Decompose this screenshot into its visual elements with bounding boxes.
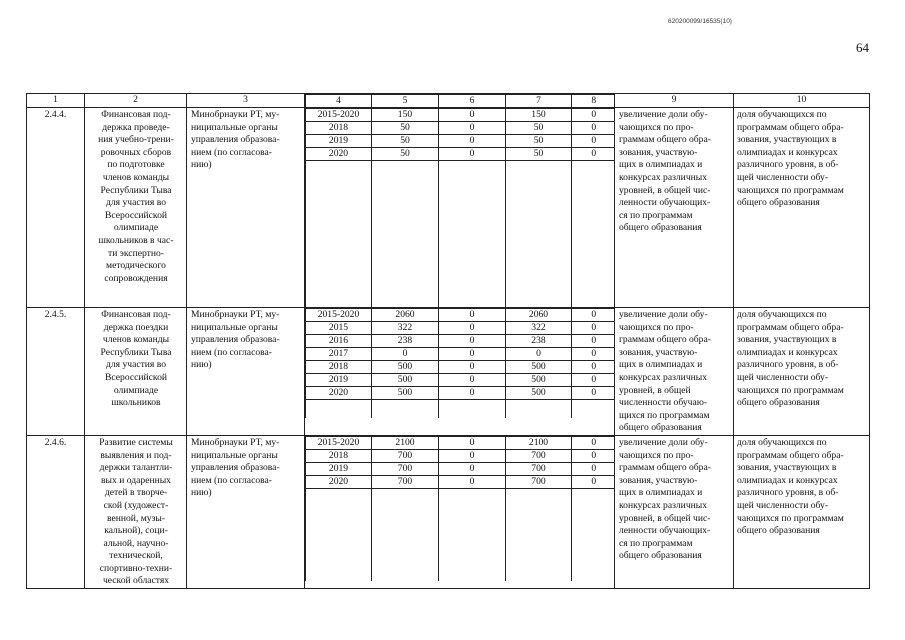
target-indicator: доля обучающихся по программам общего обра- зования, участвующих в олимпиадах и конкурсах различного уровня, в об- щей численности обу- чающихся по программам общего образования bbox=[734, 108, 870, 308]
funding-row bbox=[306, 309, 615, 322]
funding-cell: 2019 bbox=[306, 462, 372, 475]
column-number: 7 bbox=[506, 95, 572, 108]
funding-cell: 0 bbox=[439, 374, 506, 387]
funding-row bbox=[306, 475, 615, 488]
measure-code: 2.4.4. bbox=[27, 108, 85, 308]
funding-cell bbox=[439, 400, 506, 419]
funding-cell: 0 bbox=[506, 348, 572, 361]
funding-cell: 500 bbox=[506, 361, 572, 374]
measure-name: Финансовая под- держка поездки членов команды Республики Тыва для участия во Всероссийской олимпиаде школьников bbox=[85, 308, 187, 436]
funding-cell: 238 bbox=[372, 335, 439, 348]
funding-cell: 150 bbox=[506, 109, 572, 122]
funding-cell: 2018 bbox=[306, 122, 372, 135]
funding-cell: 0 bbox=[439, 462, 506, 475]
funding-row bbox=[306, 122, 615, 135]
funding-cell bbox=[306, 161, 372, 308]
funding-cell: 0 bbox=[572, 449, 615, 462]
funding-cell: 0 bbox=[572, 361, 615, 374]
funding-cell: 700 bbox=[372, 462, 439, 475]
measure-name: Развитие системы выявления и под- держки талантли- вых и одаренных детей в творче- ской (художест- венной, музы- кальной), соци- альной, научно- технической, спортивно-техни- ческой областях bbox=[85, 435, 187, 588]
funding-row bbox=[306, 109, 615, 122]
funding-cell bbox=[572, 400, 615, 419]
funding-cell: 50 bbox=[506, 122, 572, 135]
funding-row bbox=[306, 135, 615, 148]
funding-cell: 0 bbox=[572, 109, 615, 122]
table-row bbox=[27, 435, 870, 588]
funding-cell bbox=[372, 161, 439, 308]
funding-cell: 2015-2020 bbox=[306, 309, 372, 322]
funding-cell: 0 bbox=[439, 449, 506, 462]
funding-cell: 0 bbox=[439, 148, 506, 161]
funding-cell: 0 bbox=[572, 335, 615, 348]
target-indicator: доля обучающихся по программам общего обра- зования, участвующих в олимпиадах и конкурсах различного уровня, в об- щей численности обу- чающихся по программам общего образования bbox=[734, 308, 870, 436]
funding-cell: 0 bbox=[439, 436, 506, 449]
funding-cell: 2015-2020 bbox=[306, 109, 372, 122]
funding-cell: 2020 bbox=[306, 475, 372, 488]
funding-cell: 0 bbox=[439, 109, 506, 122]
funding-row bbox=[306, 148, 615, 161]
funding-cell: 0 bbox=[439, 335, 506, 348]
funding-row bbox=[306, 348, 615, 361]
funding-cell: 0 bbox=[572, 387, 615, 400]
expected-result: увеличение доли обу- чающихся по про- граммам общего обра- зования, участвую- щих в олимпиадах и конкурсах различных уровней, в общей численности обучаю- щихся по программам общего образования bbox=[615, 308, 734, 436]
funding-cell bbox=[572, 161, 615, 308]
measure-code: 2.4.5. bbox=[27, 308, 85, 436]
funding-cell: 0 bbox=[572, 348, 615, 361]
funding-cell: 50 bbox=[372, 148, 439, 161]
funding-cell: 2015 bbox=[306, 322, 372, 335]
column-number: 10 bbox=[734, 94, 870, 108]
funding-cell bbox=[572, 488, 615, 581]
funding-cell: 0 bbox=[572, 374, 615, 387]
funding-cell bbox=[439, 488, 506, 581]
measure-name: Финансовая под- держка проведе- ния учебно-трени- ровочных сборов по подготовке членов команды Республики Тыва для участия во Всероссийской олимпиаде школьников в час- ти экспертно- методического сопровождения bbox=[85, 108, 187, 308]
column-number: 1 bbox=[27, 94, 85, 108]
funding-row bbox=[306, 335, 615, 348]
funding-cell: 0 bbox=[439, 122, 506, 135]
funding-cell: 0 bbox=[439, 361, 506, 374]
funding-cell: 700 bbox=[372, 475, 439, 488]
funding-cell bbox=[506, 400, 572, 419]
funding-row bbox=[306, 436, 615, 449]
funding-cell: 500 bbox=[506, 374, 572, 387]
column-number: 5 bbox=[372, 95, 439, 108]
funding-cell: 2060 bbox=[506, 309, 572, 322]
funding-cell: 0 bbox=[572, 475, 615, 488]
funding-cell: 2060 bbox=[372, 309, 439, 322]
funding-cell: 0 bbox=[572, 122, 615, 135]
funding-cell: 50 bbox=[506, 135, 572, 148]
funding-row bbox=[306, 322, 615, 335]
funding-cell: 700 bbox=[506, 449, 572, 462]
column-numbers-4-8 bbox=[305, 94, 615, 108]
column-number: 4 bbox=[306, 95, 372, 108]
funding-cell: 50 bbox=[372, 122, 439, 135]
funding-cell: 2016 bbox=[306, 335, 372, 348]
funding-cell: 2020 bbox=[306, 387, 372, 400]
expected-result: увеличение доли обу- чающихся по про- граммам общего обра- зования, участвую- щих в олимпиадах и конкурсах различных уровней, в общей чис- ленности обучающих- ся по программам общего образования bbox=[615, 108, 734, 308]
funding-cell bbox=[506, 488, 572, 581]
funding-cell: 700 bbox=[372, 449, 439, 462]
measure-code: 2.4.6. bbox=[27, 435, 85, 588]
funding-cells bbox=[305, 308, 615, 436]
funding-cell: 0 bbox=[572, 436, 615, 449]
funding-cell: 0 bbox=[372, 348, 439, 361]
funding-cell: 0 bbox=[439, 322, 506, 335]
funding-cell: 0 bbox=[439, 387, 506, 400]
funding-row bbox=[306, 361, 615, 374]
funding-cell bbox=[372, 488, 439, 581]
column-number-row bbox=[27, 94, 870, 108]
funding-cell: 500 bbox=[506, 387, 572, 400]
funding-cell bbox=[372, 400, 439, 419]
funding-cell: 50 bbox=[372, 135, 439, 148]
funding-cell: 2100 bbox=[506, 436, 572, 449]
funding-cell: 500 bbox=[372, 387, 439, 400]
funding-cell: 0 bbox=[572, 148, 615, 161]
funding-cell: 500 bbox=[372, 374, 439, 387]
funding-cell: 0 bbox=[572, 135, 615, 148]
expected-result: увеличение доли обу- чающихся по про- граммам общего обра- зования, участвую- щих в олимпиадах и конкурсах различных уровней, в общей чис- ленности обучающих- ся по программам общего образования bbox=[615, 435, 734, 588]
funding-cell: 500 bbox=[372, 361, 439, 374]
funding-cells bbox=[305, 435, 615, 588]
funding-cell: 2018 bbox=[306, 449, 372, 462]
funding-cell bbox=[306, 400, 372, 419]
funding-row bbox=[306, 462, 615, 475]
funding-cell: 322 bbox=[506, 322, 572, 335]
funding-cell: 2015-2020 bbox=[306, 436, 372, 449]
funding-cells bbox=[305, 108, 615, 308]
funding-cell bbox=[506, 161, 572, 308]
column-number: 9 bbox=[615, 94, 734, 108]
column-number: 8 bbox=[572, 95, 615, 108]
table-row bbox=[27, 308, 870, 436]
document-code: 620200099/16535(10) bbox=[668, 18, 732, 25]
funding-cell: 2017 bbox=[306, 348, 372, 361]
funding-cell: 322 bbox=[372, 322, 439, 335]
funding-cell: 238 bbox=[506, 335, 572, 348]
funding-cell: 700 bbox=[506, 462, 572, 475]
funding-cell: 0 bbox=[572, 309, 615, 322]
funding-cell: 0 bbox=[439, 135, 506, 148]
funding-row bbox=[306, 374, 615, 387]
funding-cell: 0 bbox=[439, 348, 506, 361]
funding-row bbox=[306, 449, 615, 462]
funding-cell bbox=[306, 488, 372, 581]
funding-cell: 0 bbox=[439, 475, 506, 488]
funding-cell: 2100 bbox=[372, 436, 439, 449]
funding-cell: 2020 bbox=[306, 148, 372, 161]
funding-cell: 700 bbox=[506, 475, 572, 488]
funding-cell: 2019 bbox=[306, 374, 372, 387]
target-indicator: доля обучающихся по программам общего обра- зования, участвующих в олимпиадах и конкурсах различного уровня, в об- щей численности обу- чающихся по программам общего образования bbox=[734, 435, 870, 588]
funding-cell: 2018 bbox=[306, 361, 372, 374]
measure-executor: Минобрнауки РТ, му- ниципальные органы управления образова- нием (по согласова- нию) bbox=[187, 435, 305, 588]
funding-cell: 2019 bbox=[306, 135, 372, 148]
funding-cell: 0 bbox=[439, 309, 506, 322]
funding-cell: 150 bbox=[372, 109, 439, 122]
column-number: 2 bbox=[85, 94, 187, 108]
funding-cell: 0 bbox=[572, 462, 615, 475]
column-number: 3 bbox=[187, 94, 305, 108]
table-row bbox=[27, 108, 870, 308]
funding-cell bbox=[439, 161, 506, 308]
page-number: 64 bbox=[856, 40, 869, 55]
column-number: 6 bbox=[439, 95, 506, 108]
measure-executor: Минобрнауки РТ, му- ниципальные органы управления образова- нием (по согласова- нию) bbox=[187, 108, 305, 308]
measure-executor: Минобрнауки РТ, му- ниципальные органы управления образова- нием (по согласова- нию) bbox=[187, 308, 305, 436]
program-table bbox=[26, 93, 870, 589]
funding-row bbox=[306, 387, 615, 400]
funding-cell: 0 bbox=[572, 322, 615, 335]
funding-cell: 50 bbox=[506, 148, 572, 161]
